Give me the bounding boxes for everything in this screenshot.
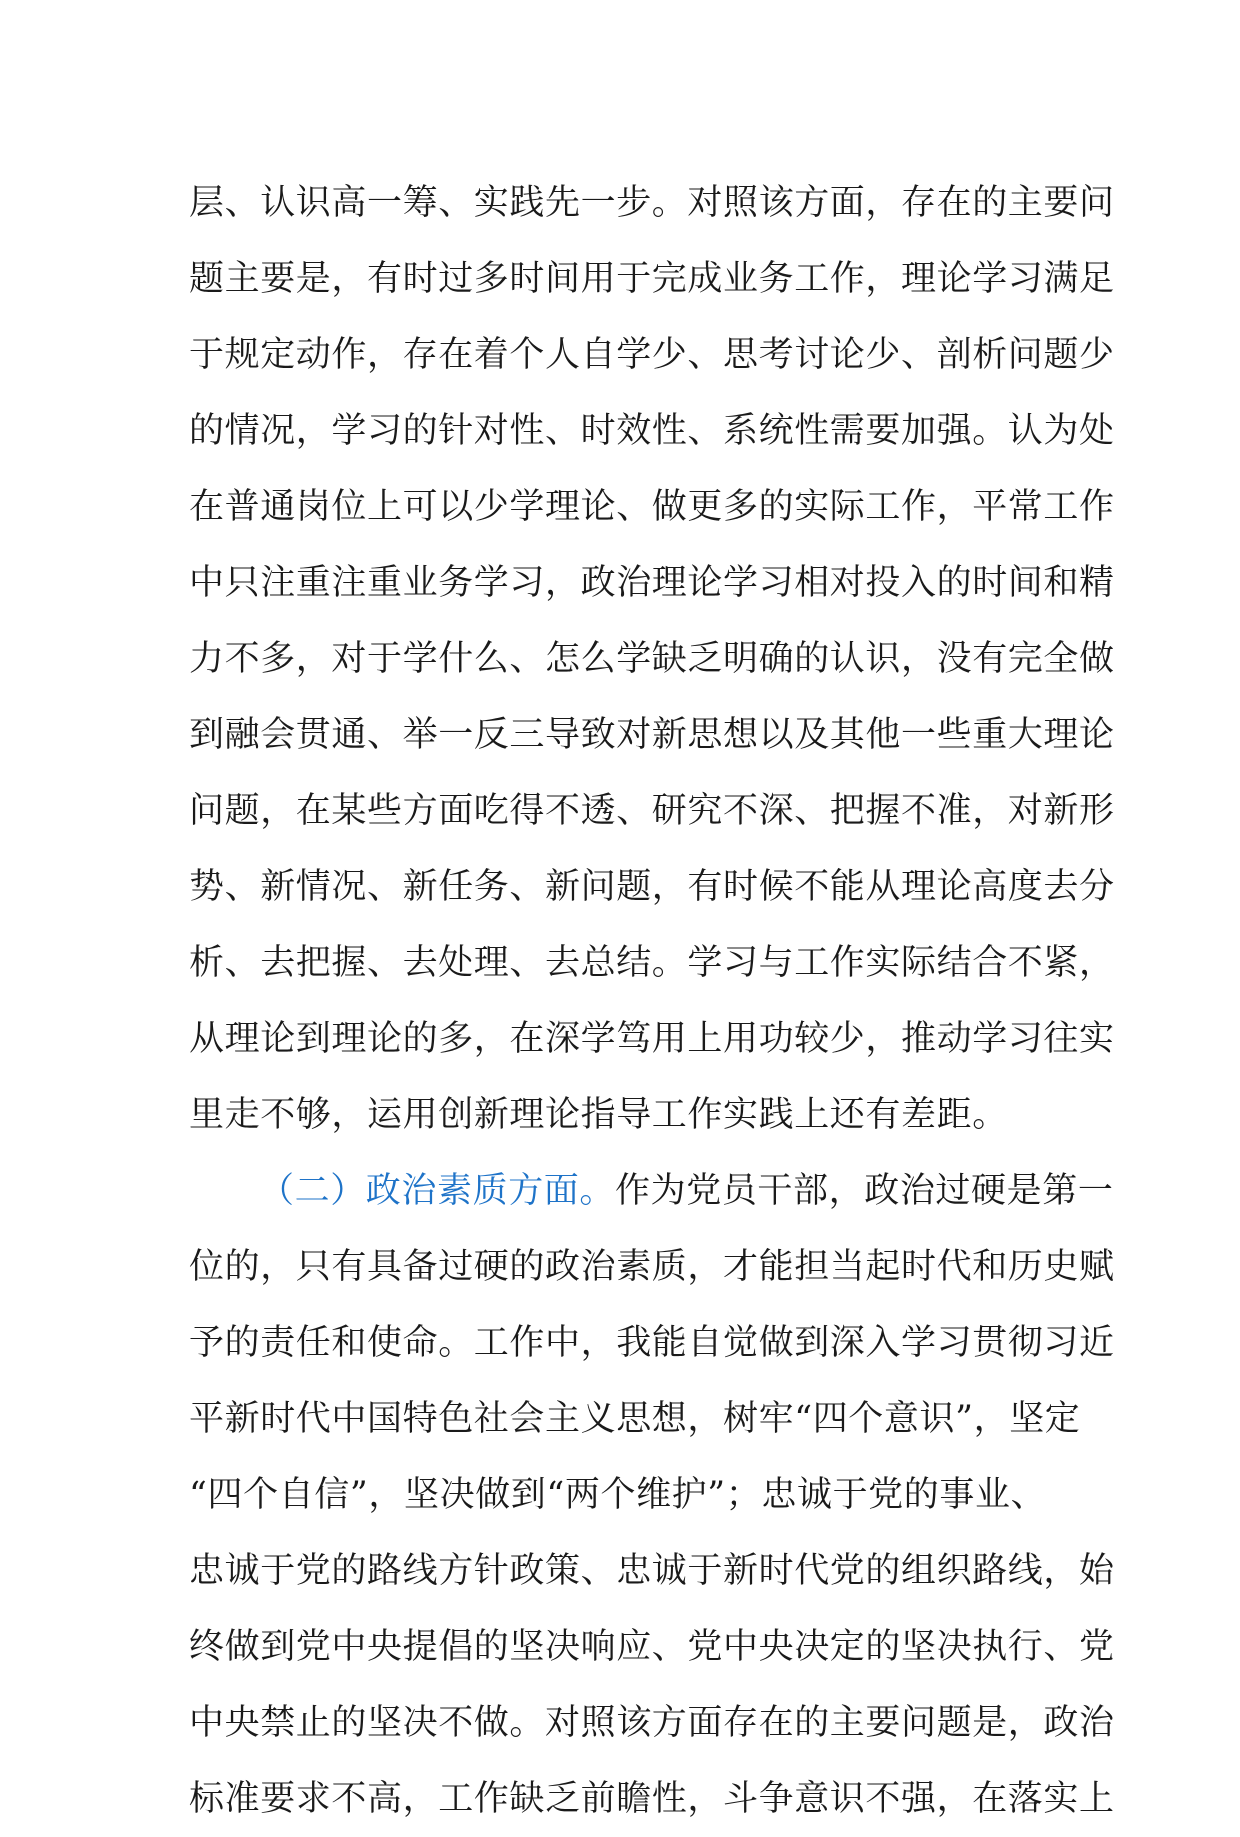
text-line: 中只注重注重业务学习，政治理论学习相对投入的时间和精 (189, 563, 1115, 603)
text-line: 问题，在某些方面吃得不透、研究不深、把握不准，对新形 (189, 791, 1115, 831)
text-line: 层、认识高一筹、实践先一步。对照该方面，存在的主要问 (189, 183, 1115, 223)
document-body (189, 165, 1115, 1837)
text-run: 作为党员干部，政治过硬是第一 (615, 1171, 1114, 1211)
text-line: 于规定动作，存在着个人自学少、思考讨论少、剖析问题少 (189, 335, 1115, 375)
text-line: 忠诚于党的路线方针政策、忠诚于新时代党的组织路线，始 (189, 1551, 1115, 1591)
paragraph-2 (189, 1153, 1115, 1837)
text-line: 力不多，对于学什么、怎么学缺乏明确的认识，没有完全做 (189, 639, 1115, 679)
text-line: 题主要是，有时过多时间用于完成业务工作，理论学习满足 (189, 259, 1115, 299)
text-line: 平新时代中国特色社会主义思想，树牢“四个意识”，坚定 (189, 1399, 1081, 1439)
text-line: 予的责任和使命。工作中，我能自觉做到深入学习贯彻习近 (189, 1323, 1115, 1363)
text-line: 到融会贯通、举一反三导致对新思想以及其他一些重大理论 (189, 715, 1115, 755)
text-line: 位的，只有具备过硬的政治素质，才能担当起时代和历史赋 (189, 1247, 1115, 1287)
text-line: 标准要求不高，工作缺乏前瞻性，斗争意识不强，在落实上 (189, 1779, 1115, 1819)
text-line: 析、去把握、去处理、去总结。学习与工作实际结合不紧， (189, 943, 1115, 983)
text-line: 从理论到理论的多，在深学笃用上用功较少，推动学习往实 (189, 1019, 1115, 1059)
text-line: 在普通岗位上可以少学理论、做更多的实际工作，平常工作 (189, 487, 1115, 527)
text-line: 中央禁止的坚决不做。对照该方面存在的主要问题是，政治 (189, 1703, 1115, 1743)
text-line: “四个自信”，坚决做到“两个维护”；忠诚于党的事业、 (189, 1475, 1047, 1515)
section-heading: （二）政治素质方面。 (259, 1171, 616, 1211)
paragraph-1 (189, 165, 1115, 1153)
text-line: 里走不够，运用创新理论指导工作实践上还有差距。 (189, 1095, 1008, 1135)
text-line: 终做到党中央提倡的坚决响应、党中央决定的坚决执行、党 (189, 1627, 1115, 1667)
text-line: 的情况，学习的针对性、时效性、系统性需要加强。认为处 (189, 411, 1115, 451)
text-line: 势、新情况、新任务、新问题，有时候不能从理论高度去分 (189, 867, 1115, 907)
text-line-first (189, 1153, 1114, 1229)
